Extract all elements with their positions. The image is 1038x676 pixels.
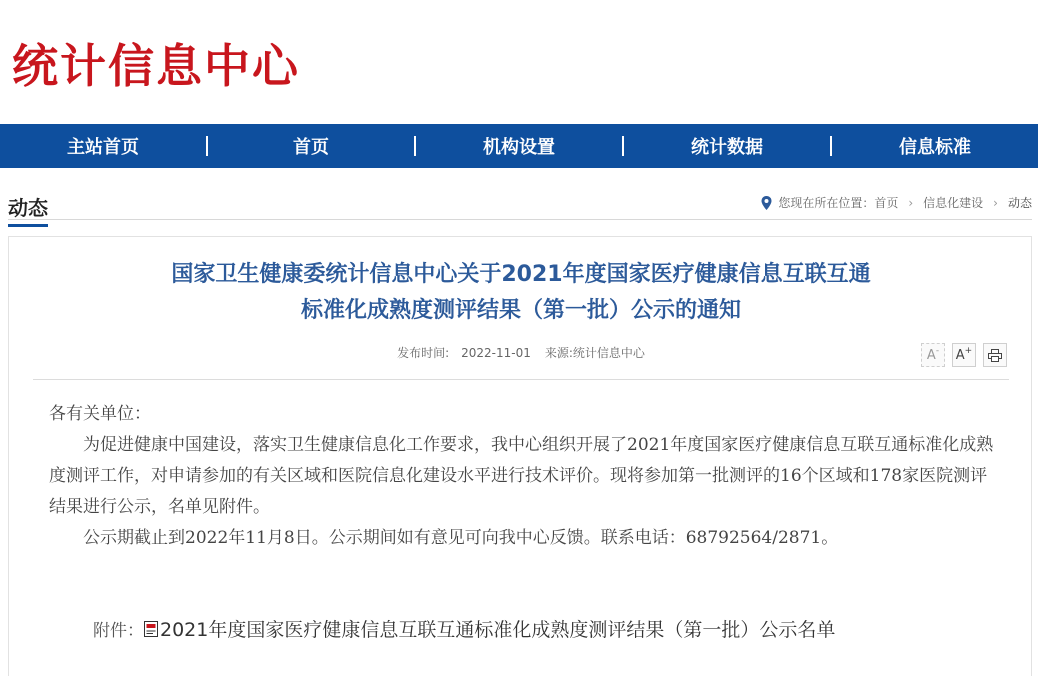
attachment-link[interactable]: 2021年度国家医疗健康信息互联互通标准化成熟度测评结果（第一批）公示名单 xyxy=(160,619,836,641)
article-body xyxy=(49,399,999,554)
breadcrumb-info-construction[interactable]: 信息化建设 xyxy=(923,196,984,210)
attachment-label: 附件： xyxy=(93,621,144,641)
paragraph-1: 为促进健康中国建设，落实卫生健康信息化工作要求，我中心组织开展了2021年度国家医疗健康信息互联互通标准化成熟度测评工作，对申请参加的有关区域和医院信息化建设水平进行技术评价。现将参加第一批测评的16个区域和178家医院测评结果进行公示，名单见附件。 xyxy=(49,435,994,517)
breadcrumb xyxy=(761,194,1032,211)
breadcrumb-current: 动态 xyxy=(1007,196,1032,210)
article-tools xyxy=(921,343,1007,367)
printer-icon xyxy=(988,349,1002,362)
source-label: 来源: xyxy=(544,346,573,360)
site-logo[interactable]: 统计信息中心 xyxy=(12,39,300,93)
section-header xyxy=(8,186,1032,220)
chevron-right-icon: › xyxy=(993,195,998,210)
nav-item-organization[interactable]: 机构设置 xyxy=(483,137,555,158)
article-meta xyxy=(9,344,1033,361)
article-title xyxy=(9,257,1033,329)
breadcrumb-home[interactable]: 首页 xyxy=(874,196,899,210)
article-panel xyxy=(8,236,1032,676)
salutation: 各有关单位： xyxy=(49,404,151,424)
attachment-row xyxy=(93,615,835,642)
print-button[interactable] xyxy=(983,343,1007,367)
main-nav xyxy=(0,124,1038,168)
breadcrumb-prefix: 您现在所在位置： xyxy=(778,196,875,210)
source-value: 统计信息中心 xyxy=(572,346,645,360)
font-larger-button[interactable]: A + xyxy=(952,343,976,367)
nav-item-home[interactable]: 首页 xyxy=(293,137,329,158)
font-smaller-button[interactable]: A - xyxy=(921,343,945,367)
publish-date: 2022-11-01 xyxy=(461,346,531,360)
font-larger-icon: A xyxy=(955,347,965,363)
publish-date-label: 发布时间: xyxy=(397,346,450,360)
font-smaller-icon: A xyxy=(926,347,936,363)
article-title-line2: 标准化成熟度测评结果（第一批）公示的通知 xyxy=(300,298,741,323)
meta-divider xyxy=(33,379,1009,380)
site-header xyxy=(0,0,1038,124)
nav-item-info-standards[interactable]: 信息标准 xyxy=(899,137,971,158)
paragraph-2: 公示期截止到2022年11月8日。公示期间如有意见可向我中心反馈。联系电话：68792564/2871。 xyxy=(83,528,839,548)
location-pin-icon xyxy=(761,196,772,210)
nav-item-statistics[interactable]: 统计数据 xyxy=(691,137,763,158)
section-title: 动态 xyxy=(8,192,48,227)
nav-item-main-home[interactable]: 主站首页 xyxy=(67,137,139,158)
article-title-line1: 国家卫生健康委统计信息中心关于2021年度国家医疗健康信息互联互通 xyxy=(171,262,871,287)
chevron-right-icon: › xyxy=(908,195,914,210)
pdf-file-icon xyxy=(144,621,158,637)
